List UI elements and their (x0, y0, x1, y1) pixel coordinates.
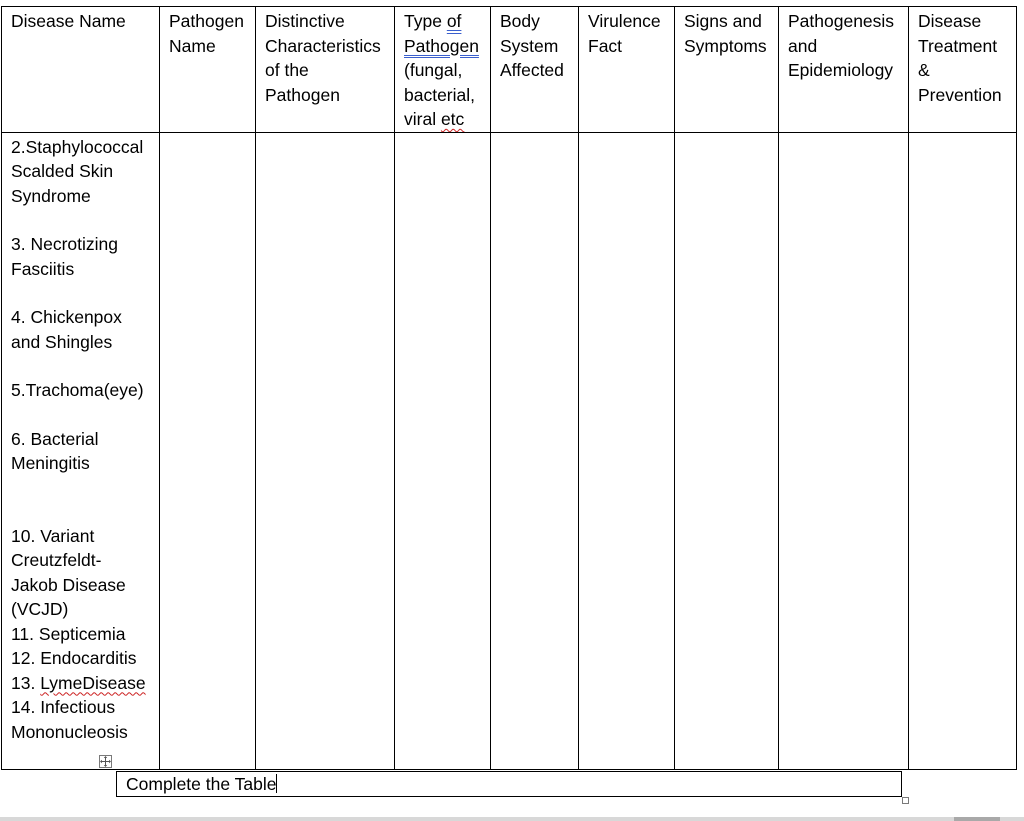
table-header-row (2, 7, 1017, 133)
virulence-cell[interactable] (579, 132, 675, 770)
body-system-cell[interactable] (491, 132, 579, 770)
horizontal-scrollbar[interactable] (0, 817, 1024, 821)
header-body-system-affected[interactable]: Body System Affected (491, 7, 579, 133)
disease-item-10: 10. Variant Creutzfeldt- Jakob Disease (VCJD) (11, 525, 126, 619)
header-pathogen-name[interactable]: Pathogen Name (160, 7, 256, 133)
disease-item-12: 12. Endocarditis (11, 648, 137, 668)
pathogen-name-cell[interactable] (160, 132, 256, 770)
spelling-flag-etc: etc (440, 109, 465, 129)
disease-item-14: 14. Infectious Mononucleosis (11, 697, 128, 742)
pathogenesis-cell[interactable] (779, 132, 909, 770)
disease-item-11: 11. Septicemia (11, 623, 126, 644)
treatment-cell[interactable] (909, 132, 1017, 770)
text-cursor (276, 774, 277, 793)
spelling-flag-lymedisease: LymeDisease (40, 672, 146, 693)
header-pathogenesis-epidemiology[interactable]: Pathogenesis and Epidemiology (779, 7, 909, 133)
table-move-handle-icon[interactable] (99, 755, 112, 768)
table-body-row (2, 132, 1017, 770)
instruction-textbox[interactable] (116, 771, 902, 797)
disease-list-cell[interactable] (2, 132, 160, 770)
grammar-flag-of: of (446, 11, 462, 31)
disease-table[interactable] (1, 6, 1017, 770)
grammar-flag-pathogen: Pathogen (404, 35, 479, 56)
disease-item-5: 5.Trachoma(eye) (11, 380, 144, 400)
header-disease-name[interactable]: Disease Name (2, 7, 160, 133)
pathogen-type-cell[interactable] (395, 132, 491, 770)
symptoms-cell[interactable] (675, 132, 779, 770)
scrollbar-thumb[interactable] (954, 817, 1000, 821)
instruction-text: Complete the Table (126, 774, 277, 794)
characteristics-cell[interactable] (256, 132, 395, 770)
header-type-of-pathogen[interactable]: Type of Pathogen (fungal, bacterial, viral etc (395, 7, 491, 133)
header-distinctive-characteristics[interactable]: Distinctive Characteristics of the Pathogen (256, 7, 395, 133)
resize-square-icon[interactable] (902, 797, 909, 804)
header-treatment-prevention[interactable]: Disease Treatment & Prevention (909, 7, 1017, 133)
disease-item-6: 6. Bacterial Meningitis (11, 428, 99, 473)
disease-item-3: 3. Necrotizing Fasciitis (11, 234, 118, 279)
header-virulence-fact[interactable]: Virulence Fact (579, 7, 675, 133)
header-signs-and-symptoms[interactable]: Signs and Symptoms (675, 7, 779, 133)
disease-item-2: 2.Staphylococcal Scalded Skin Syndrome (11, 136, 144, 206)
disease-item-13: 13. LymeDisease (11, 672, 146, 693)
four-arrow-move-icon (100, 756, 111, 767)
disease-item-4: 4. Chickenpox and Shingles (11, 307, 122, 352)
